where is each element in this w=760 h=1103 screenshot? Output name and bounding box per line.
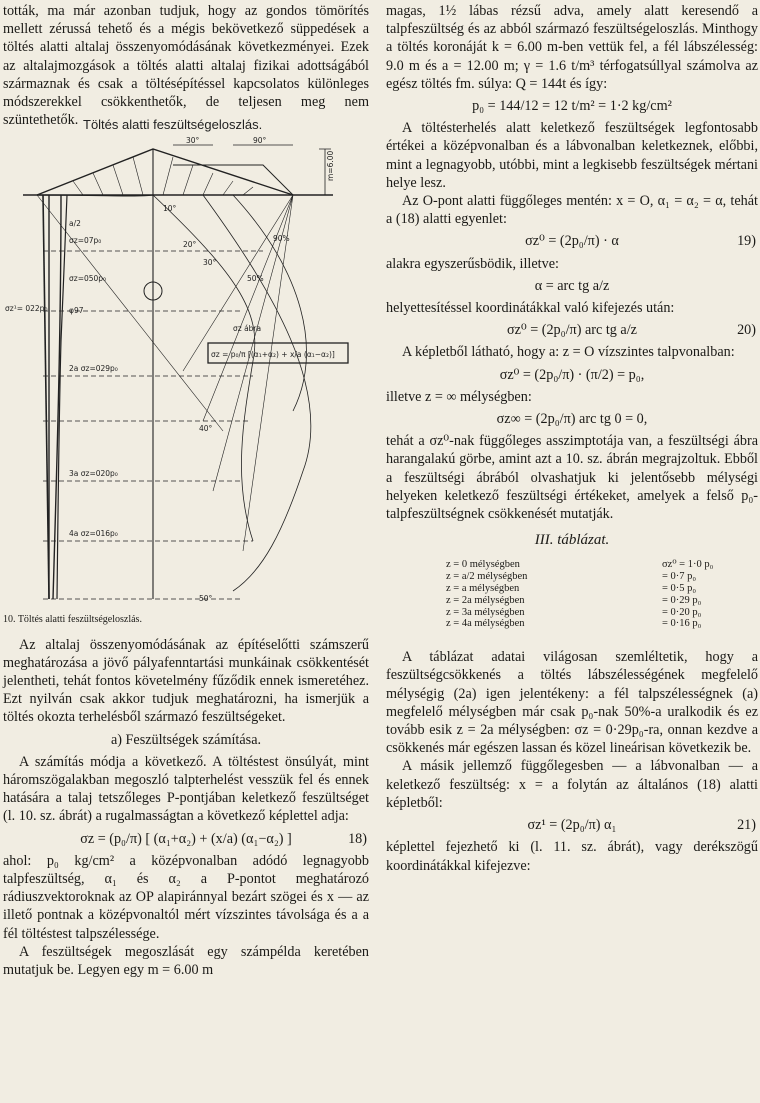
label-40deg: 40°: [199, 424, 213, 434]
left-paragraph-1: tották, ma már azonban tudjuk, hogy az gondos tömörítés mellett zérussá tehető és a mégis bekövetkező süppedések a töltés alatti altalaj összenyomódásának következményei. Ezek az altalajmozgások a töltés alatti altalaj fizikai adottságából származnak és csak a töltésépítéssel kapcsolatos különleges módszerekkel csökkenthetők, de teljesen meg nem szüntethetők.: [3, 3, 369, 129]
label-a-half: a/2: [69, 219, 81, 229]
table-cell-depth: z = 0 mélységben: [446, 559, 520, 571]
equation-20: [386, 321, 758, 339]
table-cell-depth: z = a/2 mélységben: [446, 571, 528, 583]
equation-19: [386, 232, 758, 250]
label-90pct: 90%: [273, 234, 290, 244]
label-50pct: 50%: [247, 274, 264, 284]
label-formula: σz = p₀/π [(α₁+α₂) + x/a (α₁−α₂)]: [211, 350, 335, 360]
equation-19-body: σz⁰ = (2p₀/π) · α: [525, 233, 619, 250]
equation-18-number: 18): [348, 830, 367, 847]
equation-20-body: σz⁰ = (2p₀/π) arc tg a/z: [507, 322, 637, 339]
label-l2: σz=050p₀: [69, 274, 107, 284]
label-30deg-b: 30°: [203, 258, 217, 268]
bell-curve-left-stroke: [43, 195, 49, 599]
equation-21-body: σz¹ = (2p₀/π) α₁: [527, 817, 617, 834]
label-30deg: 30°: [186, 136, 200, 146]
right-paragraph-4: alakra egyszerűsbödik, illetve:: [386, 255, 559, 272]
right-paragraph-3: Az O-pont alatti függőleges mentén: x = O, α₁ = α₂ = α, tehát a (18) alatti egyenlet:: [386, 193, 758, 228]
stress-distribution-figure: [3, 117, 363, 609]
right-paragraph-5: helyettesítéssel koordinátákkal való kifejezés után:: [386, 300, 675, 317]
equation-alpha: α = arc tg a/z: [534, 277, 610, 294]
equation-19-number: 19): [737, 233, 756, 250]
right-paragraph-8: tehát a σz⁰-nak függőleges asszimptotája van, a feszültségi ábra harangalakú görbe, amint azt a 10. sz. ábrán megrajzoltuk. Ebből a feszültségi ábrából olvashatjuk ki jelentősebb mélységi helyeken keletkező feszültségi értékeket, amelyek a felső p₀-talpfeszültségnek csökkenését mutatják.: [386, 433, 758, 523]
label-abra: σz ábra: [233, 324, 262, 334]
equation-18: [3, 830, 369, 848]
label-l1: σz=07p₀: [69, 236, 102, 246]
left-paragraph-5: A feszültségek megoszlását egy számpélda keretében mutatjuk be. Legyen egy m = 6.00 m: [3, 943, 369, 979]
label-l5: 3a σz=020p₀: [69, 469, 118, 479]
table-row: [386, 571, 758, 583]
label-l6: 4a σz=016p₀: [69, 529, 118, 539]
table-cell-value: = 0·5 p₀: [662, 583, 697, 595]
table-row: [386, 595, 758, 607]
label-10deg: 10°: [163, 204, 177, 214]
table-cell-depth: z = 3a mélységben: [446, 606, 525, 618]
label-90deg: 90°: [253, 136, 267, 146]
right-paragraph-7: illetve z = ∞ mélységben:: [386, 388, 532, 405]
table-title: III. táblázat.: [534, 532, 610, 549]
figure-drawing: [3, 117, 363, 609]
table-row: [386, 607, 758, 619]
equation-21: [386, 816, 758, 834]
equation-18-body: σz = (p₀/π) [ (α₁+α₂) + (x/a) (α₁−α₂) ]: [80, 830, 292, 847]
embankment-slope-hatch: [73, 157, 253, 195]
right-paragraph-9: A táblázat adatai világosan szemléltetik, hogy a feszültségcsökkenés a töltés lábszélességének megfelelő mélységig (2a) igen jelentékeny: a fél talpszélességnek (a) megfelelő mélységben már csak p₀-nak 50%-a uralkodik és ez tovább esik z = 2a mélységben: σz = 0·29p₀-ra, onnan kezdve a csökkenés már egészen lassan és közel lineárisan következik be.: [386, 649, 758, 757]
table-cell-depth: z = 4a mélységben: [446, 618, 525, 630]
right-paragraph-11: képlettel fejezhető ki (l. 11. sz. ábrát), vagy derékszögű koordinátákkal kifejezve:: [386, 839, 758, 874]
left-paragraph-4: ahol: p₀ kg/cm² a középvonalban adódó legnagyobb talpfeszültség, α₁ és α₂ a P-pontot meghatározó rádiuszvektoroknak az OP alapiránnyal bezárt szögei és x — az illető pontnak a középvonaltól mért vízszintes távolsága és a a fél töltéstest talpszélessége.: [3, 852, 369, 942]
label-l3: φ97: [69, 306, 84, 316]
table-cell-depth: z = a mélységben: [446, 583, 520, 595]
left-column: [3, 2, 369, 979]
right-paragraph-1: magas, 1½ lábas rézsű adva, amely alatt keresendő a talpfeszültség és az abból származó feszültségeloszlás. Minthogy a töltés koronáját k = 6.00 m-ben vettük fel, a fél lábszélesség: 9.0 m és a = 12.00 m; γ = 1.6 t/m³ térfogatsúllyal számolva az egész töltés fm. súlya: Q = 144t és így:: [386, 3, 758, 92]
section-heading: a) Feszültségek számítása.: [110, 731, 262, 748]
table-cell-value: = 0·16 p₀: [662, 618, 702, 630]
right-paragraph-10: A másik jellemző függőlegesben — a lábvonalban — a keletkező feszültség: x = a folytán az általános (18) alatti képletből:: [386, 758, 758, 811]
right-paragraph-2: A töltésterhelés alatt keletkező feszültségek legfontosabb értékei a középvonalban és a lábvonalban keletkeznek, előbbi, mint a legnagyobb, utóbbi, mint a legkisebb feszültségek mértani helye lesz.: [386, 120, 758, 191]
right-paragraph-6: A képletből látható, hogy a: z = O vízszintes talpvonalban:: [402, 344, 735, 361]
equation-z0: σz⁰ = (2p₀/π) · (π/2) = p₀,: [499, 366, 645, 383]
table-row: [386, 559, 758, 571]
equation-p0: p₀ = 144/12 = 12 t/m² = 1·2 kg/cm²: [472, 98, 672, 115]
label-sigma-cb: σz¹= 022p₀: [5, 304, 48, 314]
table-cell-value: = 0·29 p₀: [662, 594, 702, 606]
figure-title: Töltés alatti feszültségeloszlás.: [83, 117, 263, 133]
label-height: m=6.00: [326, 151, 335, 182]
right-column: [386, 2, 758, 875]
label-50deg: 50°: [199, 594, 213, 604]
table-row: [386, 583, 758, 595]
table-cell-depth: z = 2a mélységben: [446, 594, 525, 606]
equation-20-number: 20): [737, 322, 756, 339]
table-iii: [386, 559, 758, 630]
label-20deg: 20°: [183, 240, 197, 250]
stress-arcs: [153, 195, 311, 591]
equation-zinf: σz∞ = (2p₀/π) arc tg 0 = 0,: [496, 411, 648, 428]
table-cell-value: = 0·7 p₀: [662, 571, 697, 583]
figure-caption: 10. Töltés alatti feszültségeloszlás.: [3, 614, 142, 626]
left-paragraph-2: Az altalaj összenyomódásának az építéselőtti számszerű meghatározása a jövő pályafenntartási munkáinak csökkentését jelentheti, tehát fontos követelmény fűződik ennek ismeretéhez. Ezt nyilván csak akkor tudjuk meghatározni, ha ismerjük a töltés okozta terhelésből származó feszültségeket.: [3, 636, 369, 726]
table-cell-value: σz⁰ = 1·0 p₀: [662, 559, 714, 571]
equation-21-number: 21): [737, 817, 756, 834]
radial-lines: [37, 195, 293, 551]
label-l4: 2a σz=029p₀: [69, 364, 118, 374]
table-cell-value: = 0·20 p₀: [662, 606, 702, 618]
table-row: [386, 618, 758, 630]
left-paragraph-3: A számítás módja a következő. A töltéstest önsúlyát, mint háromszögalakban megoszló talpterhelést vesszük fel és ennek hatására a talaj tetszőleges P-pontjában keletkező feszültséget (l. 10. sz. ábrát) a rugalmasságtan a következő képlettel adja:: [3, 753, 369, 825]
